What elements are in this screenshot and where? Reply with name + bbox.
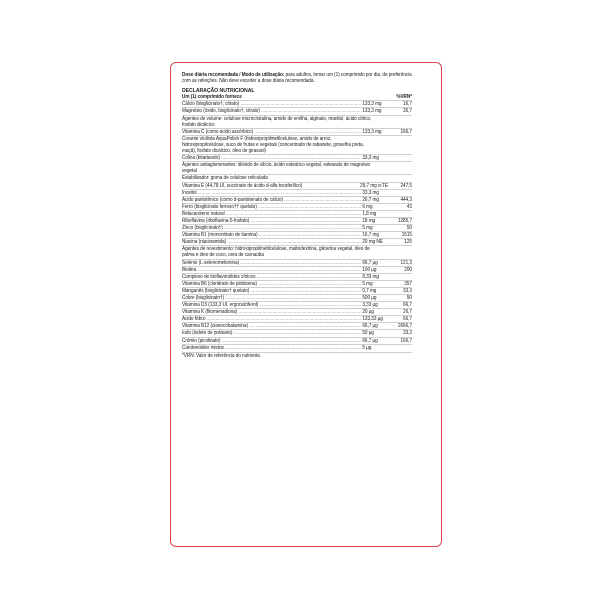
nutrient-row	[182, 266, 412, 273]
nutrient-row	[182, 259, 412, 266]
nutrient-quantity: 20 mg NE	[362, 239, 383, 246]
nutrient-row	[182, 294, 412, 301]
nutrient-name: Inositol .....	[182, 190, 361, 196]
nutrient-row	[182, 182, 412, 189]
nutrient-row	[182, 224, 412, 231]
nutrient-quantity: 133,33 µg	[362, 316, 383, 323]
nutrient-vrn: 357	[404, 280, 412, 287]
nutrient-quantity: 20 µg	[362, 309, 374, 316]
nutrient-vrn: 66,7	[403, 316, 412, 323]
nutrient-name: Cálcio (bisglicinato†, citrato) .....	[182, 101, 361, 107]
nutrient-vrn: 43	[406, 203, 412, 210]
nutrient-name: Carotenóides mistos .....	[182, 345, 361, 351]
nutrient-quantity: 133,3 mg	[362, 128, 382, 135]
nutrient-name: Crómio (picolinato) .....	[182, 338, 361, 344]
dosage-text: para adultos, tomar um (1) comprimido por dia, de preferência com as refeições. Não deve exceder a dose diária recomendada.	[182, 72, 412, 85]
nutrient-vrn: 33,3	[403, 330, 412, 337]
nutrient-row	[182, 322, 412, 329]
dosage-heading: Dose diária recomendada / Modo de utilização:	[182, 72, 285, 78]
declaration-title: DECLARAÇÃO NUTRICIONAL	[182, 88, 255, 95]
nutrient-row	[182, 344, 412, 351]
nutrient-row	[182, 231, 412, 238]
nutrient-vrn: 166,7	[400, 337, 412, 344]
nutrient-vrn: 1285,7	[397, 217, 412, 224]
vrn-column-header: %VRN*	[396, 94, 412, 101]
nutrient-quantity: 18 mg	[362, 217, 376, 224]
nutrient-name: Niacina (niacinamida) .....	[182, 239, 361, 245]
nutrient-quantity: 66,7 µg	[362, 337, 378, 344]
nutrient-quantity: 16,7 mg	[362, 232, 379, 239]
nutrient-name: Colina (bitartarato) .....	[182, 155, 361, 161]
nutrient-quantity: 8,33 mg	[362, 273, 379, 280]
nutrient-quantity: 0,7 mg	[362, 287, 377, 294]
nutrient-quantity: 5 mg	[362, 225, 373, 232]
ingredient-note: Agentes antiaglomerantes: dióxido de silício, ácido esteárico vegetal, estearato de magnésio vegetal	[182, 161, 412, 174]
nutrient-quantity: 29,7 mg α-TE	[360, 182, 389, 189]
nutrient-row	[182, 238, 412, 245]
nutrient-quantity: 133,3 mg	[362, 108, 382, 115]
nutrient-quantity: 5 mg	[362, 280, 373, 287]
nutrient-row	[182, 203, 412, 210]
nutrient-name: Ácido pantotênico (como d-pantotenato de cálcio) .....	[182, 197, 361, 203]
nutrient-vrn: 166,7	[400, 128, 412, 135]
nutrient-name: Riboflavina (riboflavina-5-fosfato) .....	[182, 218, 361, 224]
nutrient-name: Vitamina C (como ácido ascórbico) .....	[182, 129, 361, 135]
nutrient-name: Vitamina B12 (cianocobalamina) .....	[182, 323, 361, 329]
nutrient-row	[182, 301, 412, 308]
nutrient-vrn: 50	[406, 225, 412, 232]
nutrient-quantity: 6 mg	[362, 203, 373, 210]
nutrient-name: Betacaroteno natural .....	[182, 211, 361, 217]
nutrient-row	[182, 217, 412, 224]
nutrient-vrn: 2666,7	[397, 323, 412, 330]
nutrient-row	[182, 107, 412, 114]
nutrient-row	[182, 273, 412, 280]
nutrient-vrn: 125	[404, 239, 412, 246]
nutrient-vrn: 26,7	[403, 309, 412, 316]
serving-label: Um (1) comprimido fornece	[182, 94, 242, 101]
nutrient-row	[182, 210, 412, 217]
nutrient-vrn: 444,3	[400, 196, 412, 203]
supplement-label-panel	[170, 62, 442, 547]
nutrient-vrn: 35,7	[403, 108, 412, 115]
nutrient-name: Iodo (iodeto de potássio) .....	[182, 330, 361, 336]
nutrient-vrn: 16,7	[403, 101, 412, 108]
nutrient-quantity: 1,8 mg	[362, 210, 377, 217]
nutrient-quantity: 100 µg	[362, 266, 377, 273]
ingredient-note: Estabilizador: goma de celulose reticulada	[182, 174, 412, 181]
dosage-instructions	[182, 72, 412, 84]
nutrient-table	[182, 100, 412, 350]
nutrient-name: Vitamina D3 (133,3 UI, ergocalciferol) .....	[182, 302, 361, 308]
nutrient-name: Zinco (bisglicinato†) .....	[182, 225, 361, 231]
ingredient-note: Corante vícilinta AquaPolish F (hidroxipropilmetilcelulose, amido de arroz, hidroxipropilcelulose, suco de frutas e vegetais (concentrado de rabanete, groselha preta, maçã), fosfato dicálcico, óleo de girassol)	[182, 135, 412, 154]
nutrient-row	[182, 189, 412, 196]
nutrient-row	[182, 337, 412, 344]
nutrient-name: Vitamina B1 (mononitrato de tiamina) .....	[182, 232, 361, 238]
nutrient-row	[182, 154, 412, 161]
ingredient-note: Agentes de volume: celulose microcristalina, amido de ervilha, alginato, manitol, ácido cítrico, fosfato dicálcico	[182, 115, 412, 128]
nutrient-name: Ferro (bisglicinato ferroso†† quelato) .....	[182, 204, 361, 210]
nutrient-name: Manganês (bisglicinato† quelato) .....	[182, 288, 361, 294]
nutrient-name: Ácido fólico .....	[182, 316, 361, 322]
nutrient-row	[182, 196, 412, 203]
nutrient-name: Cobre (bisglicinato†) .....	[182, 295, 361, 301]
nutrient-quantity: 66,7 µg	[362, 323, 378, 330]
nutrient-row	[182, 287, 412, 294]
nutrient-name: Magnésio (óxido, bisglicinato†, citrato) .....	[182, 108, 361, 114]
nutrient-quantity: 500 µg	[362, 295, 377, 301]
nutrient-vrn: 121,3	[400, 259, 412, 266]
nutrient-row	[182, 308, 412, 315]
nutrient-quantity: 3,33 µg	[362, 302, 378, 309]
nutrient-quantity: 66,7 µg	[362, 259, 378, 266]
nutrient-row	[182, 329, 412, 336]
nutrient-quantity: 133,3 mg	[362, 101, 382, 108]
nutrient-quantity: 33,3 mg	[362, 155, 379, 162]
nutrient-name: Vitamina K (fitomenadiona) .....	[182, 309, 361, 315]
nutrient-vrn: 50	[406, 295, 412, 301]
nutrient-vrn: 200	[404, 266, 412, 273]
nutrient-name: Selénio (L-selenometionina) .....	[182, 260, 361, 266]
nutrient-name: Complexo de bioflavonóides cítricos .....	[182, 274, 361, 280]
declaration-subhead	[182, 94, 412, 100]
nutrient-vrn: 247,5	[400, 182, 412, 189]
vrn-footnote: *VRN: Valor de referência do nutriente.	[182, 352, 412, 359]
nutrient-row	[182, 280, 412, 287]
label-content	[182, 72, 412, 359]
nutrient-name: Biotina .....	[182, 267, 361, 273]
nutrient-vrn: 33,3	[403, 287, 412, 294]
nutrient-vrn: 1515	[401, 232, 412, 239]
nutrient-quantity: 50 µg	[362, 330, 374, 337]
nutrient-quantity: 5 µg	[362, 344, 372, 351]
nutrient-row	[182, 128, 412, 135]
ingredient-note: Agentes de revestimento: hidroxipropilmetilcelulose, maltodextrina, glicerina vegetal, óleo de palma e óleo de coco, cera de carnaúba	[182, 245, 412, 258]
nutrient-vrn: 66,7	[403, 302, 412, 309]
nutrient-row	[182, 100, 412, 107]
nutrient-quantity: 26,7 mg	[362, 196, 379, 203]
nutrient-name: Vitamina E (44,78 UI, succinato de ácido d-alfa tocoferílico)	[182, 182, 303, 189]
nutrient-row	[182, 315, 412, 322]
nutrient-quantity: 33,3 mg	[362, 189, 379, 196]
nutrient-name: Vitamina B6 (cloridrato de piridoxina) .....	[182, 281, 361, 287]
